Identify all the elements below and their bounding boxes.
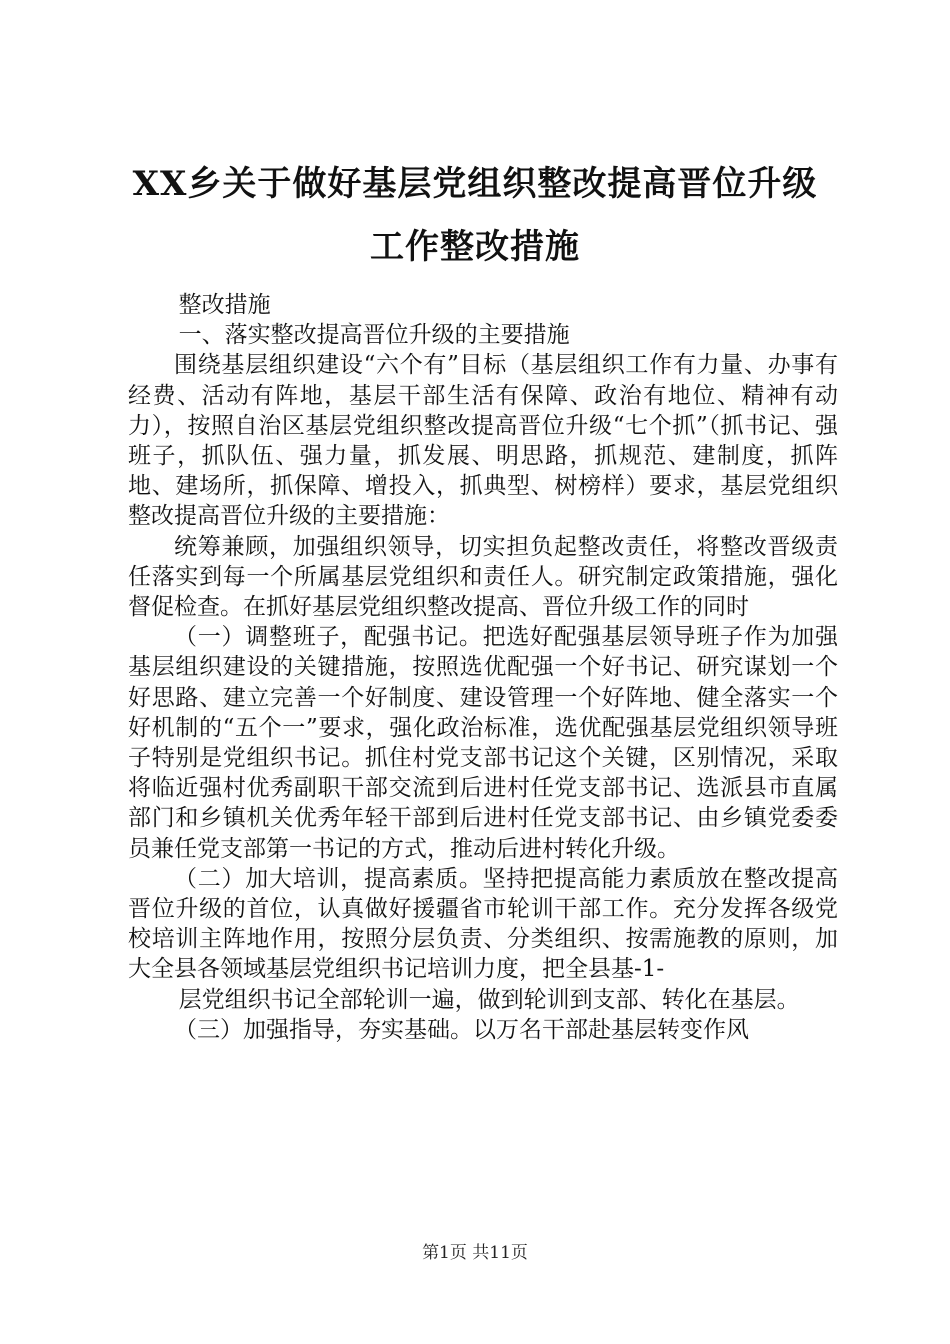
section-heading: 一、落实整改提高晋位升级的主要措施 [178, 322, 570, 349]
document-title-line-2: 工作整改措施 [370, 227, 580, 267]
document-body [128, 290, 838, 1045]
page-footer: 第1页 共11页 [422, 1243, 528, 1263]
paragraph: 统筹兼顾，加强组织领导，切实担负起整改责任，将整改晋级责任落实到每一个所属基层党组织和责任人。研究制定政策措施，强化督促检查。在抓好基层党组织整改提高、晋位升级工作的同时 [128, 533, 838, 621]
paragraph: 围绕基层组织建设“六个有”目标（基层组织工作有力量、办事有经费、活动有阵地，基层干部生活有保障、政治有地位、精神有动力），按照自治区基层党组织整改提高晋位升级“七个抓”（抓书记、强班子，抓队伍、强力量，抓发展、明思路，抓规范、建制度，抓阵地、建场所，抓保障、增投入，抓典型、树榜样）要求，基层党组织整改提高晋位升级的主要措施： [128, 352, 838, 530]
paragraph: （一）调整班子，配强书记。把选好配强基层领导班子作为加强基层组织建设的关键措施，按照选优配强一个好书记、研究谋划一个好思路、建立完善一个好制度、建设管理一个好阵地、健全落实一个好机制的“五个一”要求，强化政治标准，选优配强基层党组织领导班子特别是党组织书记。抓住村党支部书记这个关键，区别情况，采取将临近强村优秀副职干部交流到后进村任党支部书记、选派县市直属部门和乡镇机关优秀年轻干部到后进村任党支部书记、由乡镇党委委员兼任党支部第一书记的方式，推动后进村转化升级。 [128, 624, 838, 862]
section-label: 整改措施 [178, 292, 271, 318]
paragraph: （三）加强指导，夯实基础。以万名干部赴基层转变作风 [174, 1016, 749, 1043]
paragraph-continuation: 层党组织书记全部轮训一遍，做到轮训到支部、转化在基层。 [178, 986, 800, 1013]
document-title-line-1: XX乡关于做好基层党组织整改提高晋位升级 [132, 164, 818, 204]
paragraph: （二）加大培训，提高素质。坚持把提高能力素质放在整改提高晋位升级的首位，认真做好援疆省市轮训干部工作。充分发挥各级党校培训主阵地作用，按照分层负责、分类组织、按需施教的原则，加大全县各领域基层党组织书记培训力度，把全县基-1- [128, 865, 838, 983]
